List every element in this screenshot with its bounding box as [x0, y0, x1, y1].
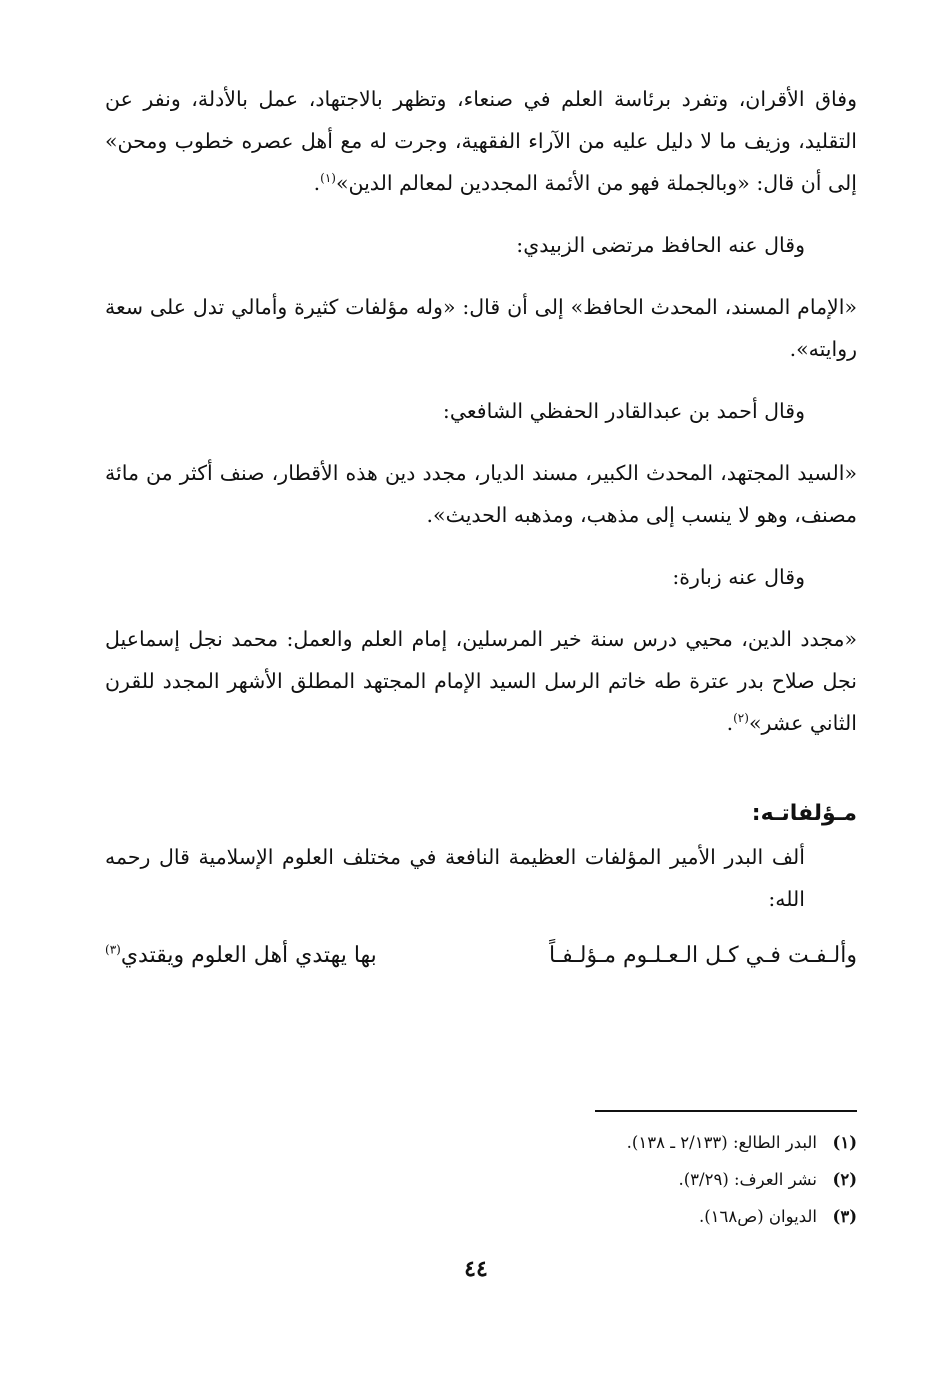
quote-intro-zabara: وقال عنه زبارة:	[672, 565, 805, 589]
spacer	[105, 598, 857, 618]
section-intro: ألف البدر الأمير المؤلفات العظيمة النافعة في مختلف العلوم الإسلامية قال رحمه الله:	[105, 845, 805, 911]
verse-line	[105, 934, 857, 978]
spacer	[105, 536, 857, 556]
footnote-item	[627, 1198, 857, 1235]
footnote-text: البدر الطالع: (٢/١٣٣ ـ ١٣٨).	[626, 1133, 817, 1152]
quote-zabidi: «الإمام المسند، المحدث الحافظ» إلى أن قال: «وله مؤلفات كثيرة وأمالي تدل على سعة روايته».	[105, 295, 857, 361]
verse-second-text: بها يهتدي أهل العلوم ويقتدي	[120, 943, 377, 968]
page-number: ٤٤	[464, 1256, 488, 1282]
quote-zabara-text: «مجدد الدين، محيي درس سنة خير المرسلين، إمام العلم والعمل: محمد نجل إسماعيل نجل صلاح بدر عترة طه خاتم الرسل السيد الإمام المجتهد المطلق الأشهر المجدد للقرن الثاني عشر»	[105, 627, 857, 735]
footnote-separator	[595, 1110, 857, 1112]
quote-zabara	[105, 618, 857, 744]
footnote-text: نشر العرف: (٣/٢٩).	[678, 1170, 817, 1189]
footnote-number: (٣)	[832, 1207, 857, 1226]
page-body	[105, 78, 857, 978]
quote-intro-hifzi: وقال أحمد بن عبدالقادر الحفظي الشافعي:	[442, 399, 805, 423]
spacer	[105, 370, 857, 390]
quote-hifzi: «السيد المجتهد، المحدث الكبير، مسند الديار، مجدد دين هذه الأقطار، صنف أكثر من مائة مصنف، وهو لا ينسب إلى مذهب، ومذهبه الحديث».	[105, 461, 857, 527]
section-heading: مـؤلفاتـه:	[751, 801, 857, 826]
verse-second-hemistich	[105, 934, 377, 978]
footnote-item	[627, 1124, 857, 1161]
quote-zabara-end: .	[726, 711, 734, 735]
footnotes	[627, 1124, 857, 1235]
spacer	[105, 744, 857, 792]
spacer	[105, 266, 857, 286]
spacer	[105, 204, 857, 224]
footnote-item	[627, 1161, 857, 1198]
footnote-number: (٢)	[832, 1170, 857, 1189]
paragraph-1	[105, 78, 857, 204]
footnote-number: (١)	[832, 1133, 857, 1152]
footnote-ref-3[interactable]: (٣)	[105, 942, 121, 957]
quote-intro-zabidi: وقال عنه الحافظ مرتضى الزبيدي:	[516, 233, 805, 257]
footnote-ref-1[interactable]: (١)	[320, 171, 336, 186]
paragraph-1-end: .	[313, 171, 321, 195]
footnote-ref-2[interactable]: (٢)	[733, 711, 749, 726]
paragraph-1-text: وفاق الأقران، وتفرد برئاسة العلم في صنعاء، وتظهر بالاجتهاد، عمل بالأدلة، ونفر عن التقليد، وزيف ما لا دليل عليه من الآراء الفقهية، وجرت له مع أهل عصره خطوب ومحن» إلى أن قال: «وبالجملة فهو من الأئمة المجددين لمعالم الدين»	[105, 87, 857, 195]
spacer	[105, 432, 857, 452]
footnote-text: الديوان (ص١٦٨).	[698, 1207, 817, 1226]
verse-first-hemistich: وألـفـت فـي كـل الـعـلـوم مـؤلـفـاً	[549, 943, 857, 968]
